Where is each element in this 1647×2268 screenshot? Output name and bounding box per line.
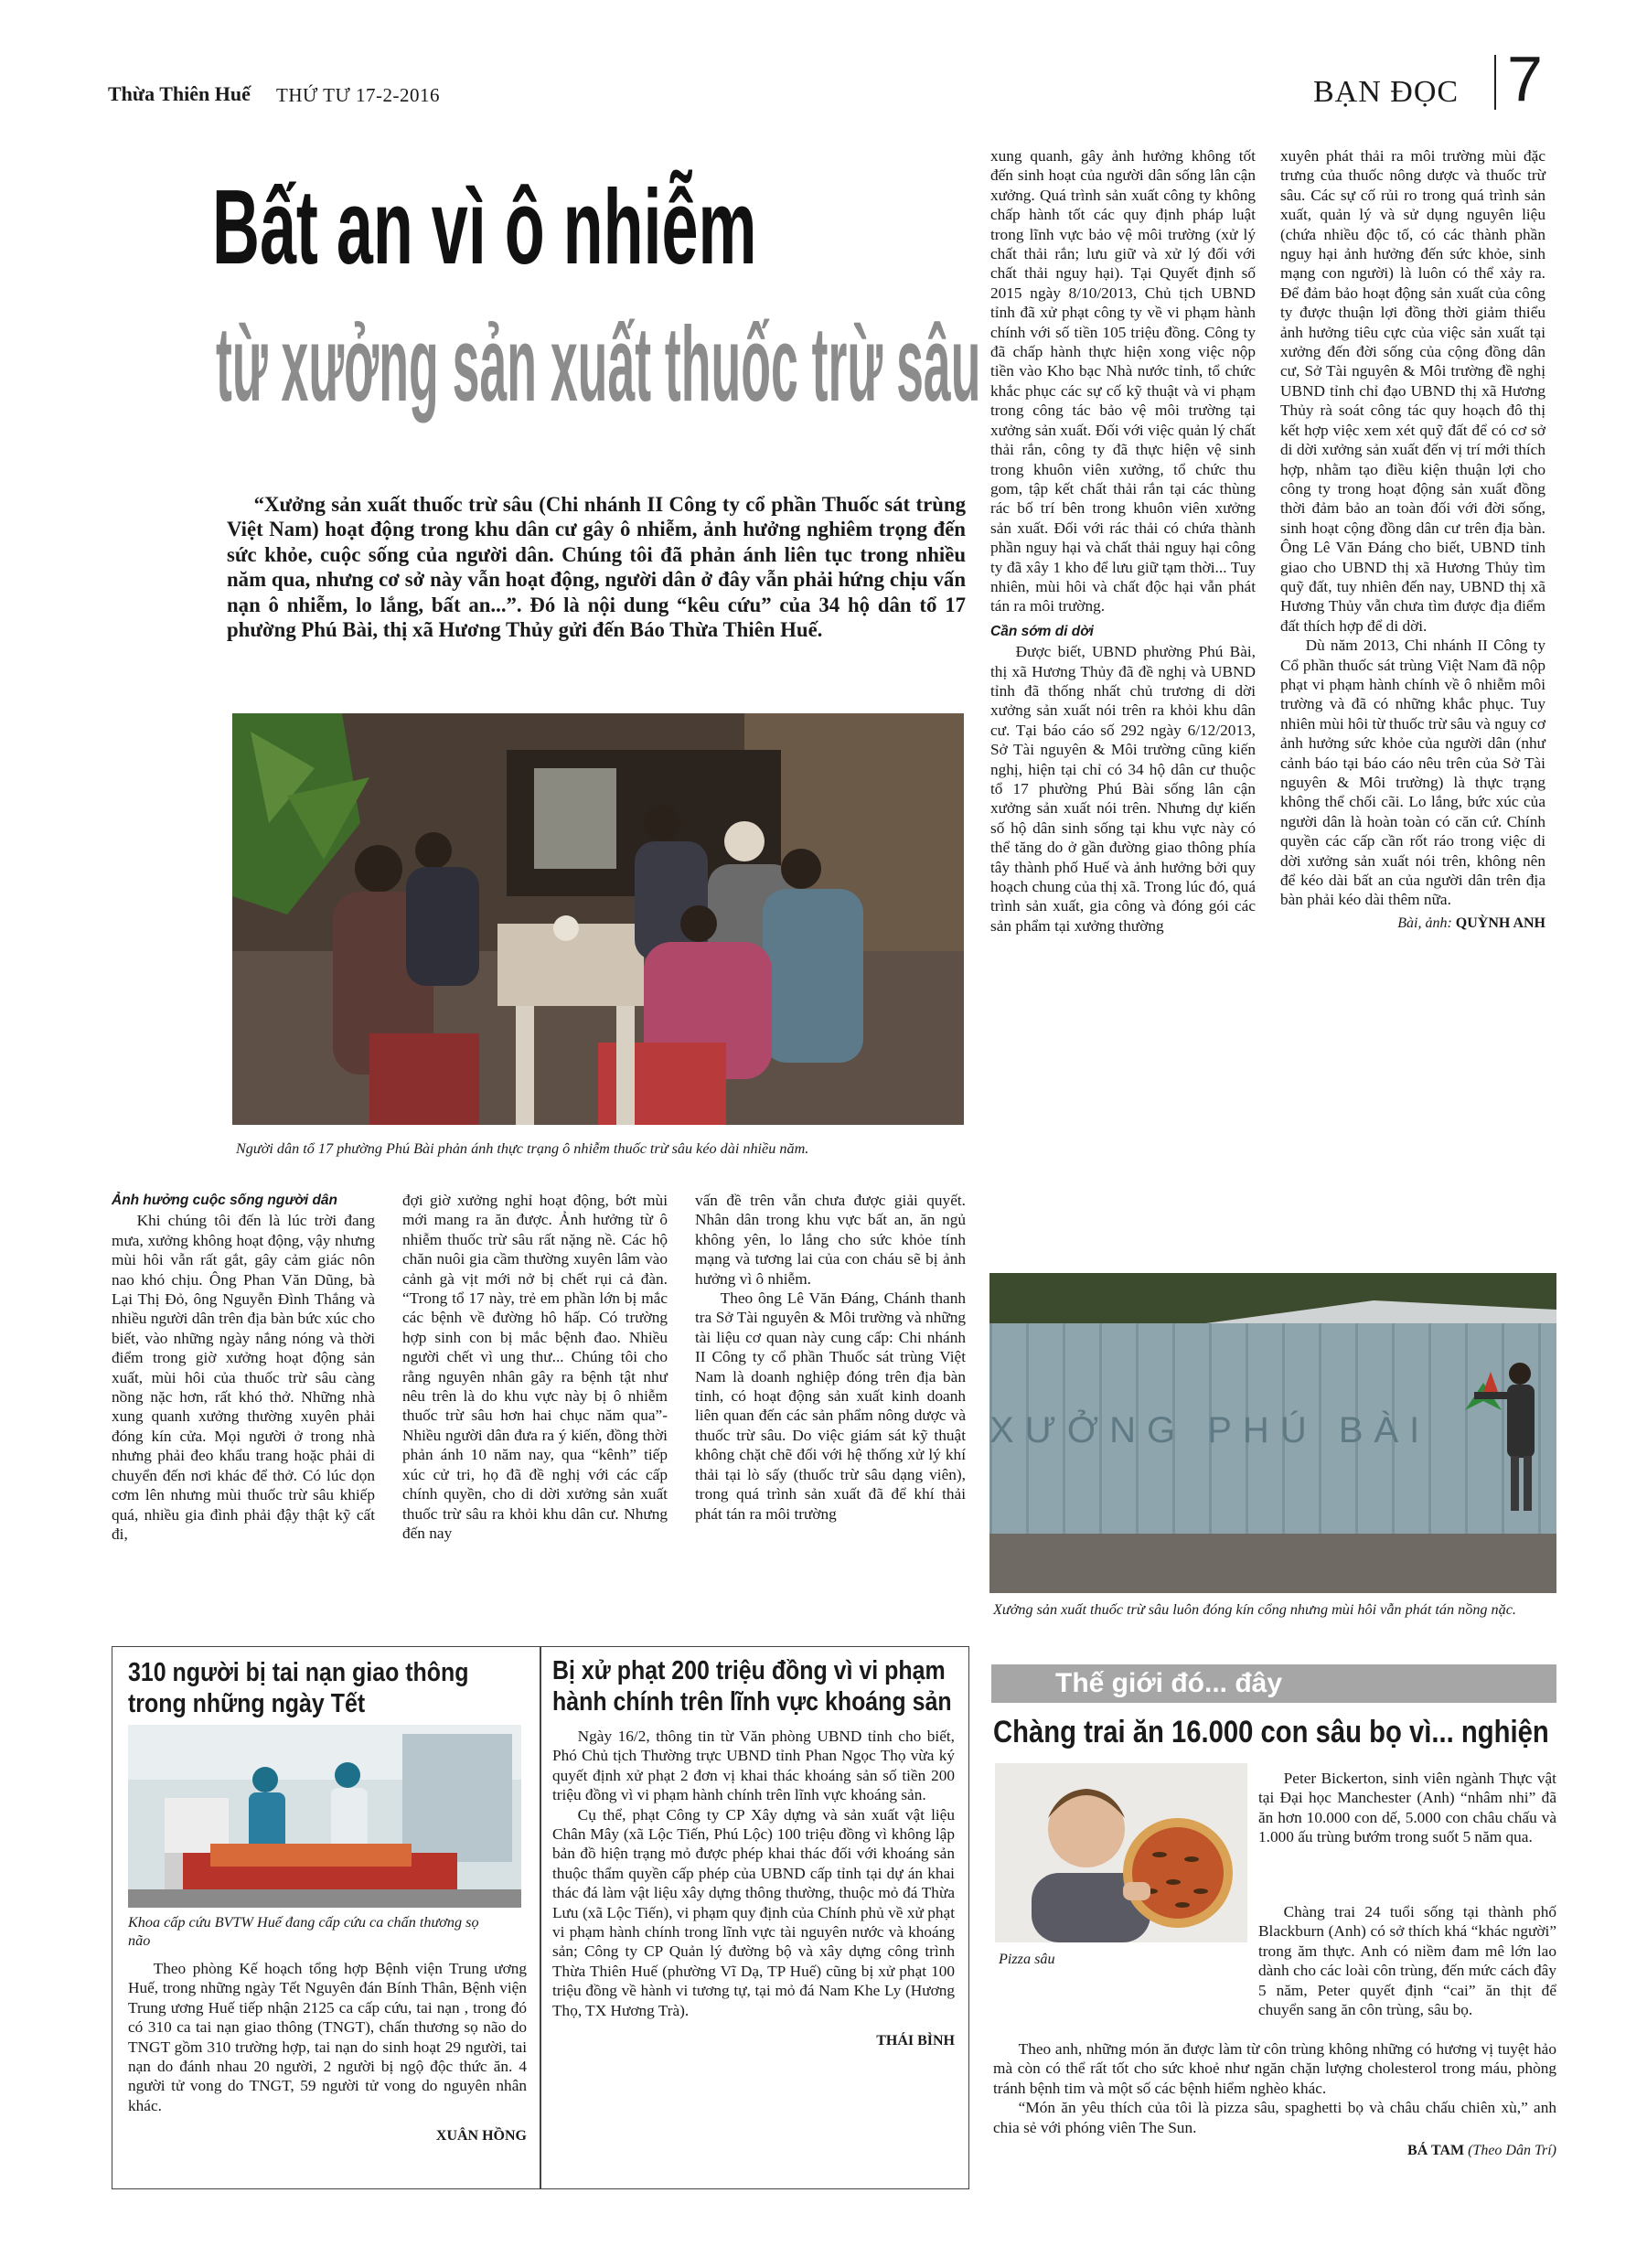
box3-body-p2 (993, 1902, 1556, 2019)
photo-residents-meeting (232, 713, 964, 1125)
box3-title: Chàng trai ăn 16.000 con sâu bọ vì... nghiện (993, 1715, 1549, 1749)
lead-paragraph: “Xưởng sản xuất thuốc trừ sâu (Chi nhánh II Công ty cổ phần Thuốc sát trùng Việt Nam) hoạt động trong khu dân cư gây ô nhiễm, ảnh hưởng nghiêm trọng đến sức khỏe, cuộc sống của người dân. Chúng tôi đã phản ánh liên tục trong nhiều năm qua, nhưng cơ sở này vẫn hoạt động, người dân ở đây vẫn phải hứng chịu vấn nạn ô nhiễm, lo lắng, bất an...”. Đó là nội dung “kêu cứu” của 34 hộ dân tổ 17 phường Phú Bài, thị xã Hương Thủy gửi đến Báo Thừa Thiên Huế. (227, 493, 966, 642)
paragraph: xung quanh, gây ảnh hưởng không tốt đến sinh hoạt của người dân sống lân cận xưởng. Quá trình sản xuất công ty không chấp hành tốt các quy định pháp luật trong lĩnh vực bảo vệ môi trường (xử lý chất thải rắn; lưu giữ và xử lý đối với chất thải nguy hại). Tại Quyết định số 2015 ngày 8/10/2013, Chủ tịch UBND tỉnh đã xử phạt công ty về vi phạm hành chính với số tiền 105 triệu đồng. Công ty đã chấp hành thực hiện xong việc nộp tiền vào Kho bạc Nhà nước tỉnh, tổ chức khắc phục các sự cố kỹ thuật và vi phạm trong công tác bảo vệ môi trường tại xưởng sản xuất. Đối với việc quản lý chất thải rắn, công ty đã thực hiện vệ sinh trong khuôn viên xưởng, tổ chức thu gom, tập kết chất thải rắn tại các thùng rác bố trí bên trong khuôn viên xưởng sản xuất. Đối với rác thải có chứa thành phần nguy hại và chất thải nguy hại công ty đã xây 1 kho để lưu giữ tạm thời... Tuy nhiên, mùi hôi và chất độc hại vẫn phát tán ra môi trường. (990, 147, 1256, 615)
gate-sign-text: XƯỞNG PHÚ BÀI (989, 1410, 1431, 1450)
headline-line2: từ xưởng sản xuất thuốc trừ sâu (216, 305, 981, 423)
paragraph: Cụ thể, phạt Công ty CP Xây dựng và sản xuất vật liệu Chân Mây (xã Lộc Tiến, Phú Lộc) 100 triệu đồng vì không lập bản đồ hiện trạng mỏ được phép khai thác đối với khoáng sản thuộc thẩm quyền cấp phép của UBND cấp tỉnh tại dự án khai thác đá làm vật liệu xây dựng thông thường, thuộc mỏ đá Thừa Lưu (xã Lộc Tiến), vi phạm quy định của Chính phủ về xử phạt vi phạm hành chính trong lĩnh vực tài nguyên nước và khoáng sản; Công ty CP Quản lý đường bộ và xây dựng công trình Thừa Thiên Huế (phường Vĩ Dạ, TP Huế) cũng bị xử phạt 100 triệu đồng về hành vi tương tự, tại mỏ đá Nam Khe Ly (Hương Thọ, TX Hương Trà). (552, 1805, 955, 2019)
article-column-5 (1280, 146, 1545, 933)
hospital-scene (128, 1725, 521, 1908)
photo-factory-gate (989, 1273, 1556, 1593)
paragraph: Dù năm 2013, Chi nhánh II Công ty Cổ phần thuốc sát trùng Việt Nam đã nộp phạt vi phạm hành chính về ô nhiễm môi trường và đã có những khắc phục. Tuy nhiên mùi hôi từ thuốc trừ sâu và nguy cơ ảnh hưởng sức khỏe của người dân (như cảnh báo tại báo cáo nêu trên của Sở Tài nguyên & Môi trường) là thực trạng không thể chối cãi. Lo lắng, bức xúc của người dân là hoàn toàn có căn cứ. Chính quyền các cấp cần rốt ráo trong việc di dời xưởng sản xuất nói trên, không nên để kéo dài bất an của người dân trên địa bàn phải kéo dài thêm nữa. (1280, 637, 1545, 909)
article-column-1 (112, 1189, 375, 1544)
box3-body-wide (993, 2039, 1556, 2160)
article-column-2 (402, 1191, 668, 1543)
paragraph: xuyên phát thải ra môi trường mùi đặc trưng của thuốc nông dược và thuốc trừ sâu. Các sự cố rủi ro trong quá trình sản xuất, quản lý và sử dụng nguyên liệu (chứa nhiều độc tố, có các thành phần nguy hại ảnh hưởng đến sức khỏe, sinh mạng con người) là luôn có thể xảy ra. Để đảm bảo hoạt động sản xuất của công ty được thuận lợi đồng thời giảm thiểu ảnh hưởng tiêu cực của việc sản xuất tại xưởng đến đời sống của cộng đồng dân cư, Sở Tài nguyên & Môi trường đề nghị UBND tỉnh chỉ đạo UBND thị xã Hương Thủy rà soát công tác quy hoạch đô thị kết hợp việc xem xét quỹ đất để có cơ sở di dời xưởng sản xuất đến vị trí mới thích hợp, nhằm tạo điều kiện thuận lợi cho công ty trong hoạt động sản xuất đồng thời đảm bảo an toàn đối với đời sống, sinh hoạt cộng đồng dân cư trên địa bàn. Ông Lê Văn Đáng cho biết, UBND tỉnh giao cho UBND thị xã Hương Thủy tìm quỹ đất, tuy nhiên đến nay, UBND thị xã Hương Thủy vẫn chưa tìm được địa điểm đất thích hợp để di dời. (1280, 147, 1545, 635)
paragraph: vấn đề trên vẫn chưa được giải quyết. Nhân dân trong khu vực bất an, ăn ngủ không yên, lo lắng cho sức khỏe tính mạng và tương lai của con cháu sẽ bị ảnh hưởng vì ô nhiễm. (695, 1192, 966, 1288)
box1-title: 310 người bị tai nạn giao thông trong những ngày Tết (128, 1658, 469, 1718)
box3-byline-source: (Theo Dân Trí) (1468, 2143, 1556, 2159)
paragraph: Peter Bickerton, sinh viên ngành Thực vật tại Đại học Manchester (Anh) “nhâm nhi” đã ăn hơn 10.000 con dế, 5.000 con châu chấu và 1.000 ấu trùng bướm trong suốt 5 năm qua. (1258, 1770, 1556, 1846)
box1-caption: Khoa cấp cứu BVTW Huế đang cấp cứu ca chấn thương sọ não (128, 1914, 479, 1949)
news-box-mining (552, 1655, 955, 2049)
box2-byline-author: THÁI BÌNH (876, 2033, 955, 2049)
page-number: 7 (1507, 43, 1543, 114)
article-column-3 (695, 1191, 966, 1524)
photo1-caption: Người dân tổ 17 phường Phú Bài phản ánh thực trạng ô nhiễm thuốc trừ sâu kéo dài nhiều năm. (236, 1140, 809, 1157)
world-news-banner (991, 1664, 1556, 1703)
paragraph: “Món ăn yêu thích của tôi là pizza sâu, spaghetti bọ và châu chấu chiên xù,” anh chia sẻ với phóng viên The Sun. (993, 2099, 1556, 2136)
newspaper-name: Thừa Thiên Huế (108, 82, 251, 105)
photo-emergency-room (128, 1725, 521, 1908)
box3-photo-caption: Pizza sâu (999, 1951, 1055, 1967)
box3-body-narrow (1258, 1769, 1556, 1847)
box2-byline (552, 2033, 955, 2049)
paragraph: đợi giờ xưởng nghỉ hoạt động, bớt mùi mới mang ra ăn được. Ảnh hưởng từ ô nhiễm thuốc trừ sâu rất nặng nề. Các hộ chăn nuôi gia cầm thường xuyên lâm vào cảnh gà vịt mới nở bị chết rụi cả đàn. “Trong tổ 17 này, trẻ em phần lớn bị mắc các bệnh về đường hô hấp. Có trường hợp sinh con bị mắc bệnh đao. Nhiều người chết vì ung thư... Chúng tôi cho rằng nguyên nhân gây ra bệnh tật như nêu trên là do khu vực này bị ô nhiễm thuốc trừ sâu hơn hai chục năm qua”- Nhiều người dân đưa ra ý kiến, đồng thời phản ánh 10 năm nay, qua “kênh” tiếp xúc cử tri, họ đã đề nghị với các cấp chính quyền, cho di dời xưởng sản xuất thuốc trừ sâu ra khỏi khu dân cư. Nhưng đến nay (402, 1192, 668, 1542)
subhead-impact: Ảnh hưởng cuộc sống người dân (112, 1193, 338, 1208)
box1-byline-author: XUÂN HỒNG (435, 2128, 527, 2145)
paragraph: Theo phòng Kế hoạch tổng hợp Bệnh viện Trung ương Huế, trong những ngày Tết Nguyên đán Bính Thân, Bệnh viện Trung ương Huế tiếp nhận 2125 ca cấp cứu, tai nạn , trong đó có 310 ca tai nạn giao thông (TNGT), chấn thương sọ não do TNGT gồm 310 trường hợp, tai nạn do sinh hoạt 29 người, tai nạn do đánh nhau 20 người, 2 người bị ngộ độc thức ăn. 4 người tử vong do TNGT, 59 người tử vong do nguyên nhân khác. (128, 1960, 527, 2114)
meeting-scene (232, 713, 964, 1125)
paragraph: Ngày 16/2, thông tin từ Văn phòng UBND tỉnh cho biết, Phó Chủ tịch Thường trực UBND tỉnh Phan Ngọc Thọ vừa ký quyết định xử phạt 2 đơn vị khai thác khoáng sản số tiền 200 triệu đồng vì vi phạm hành chính trên lĩnh vực khoáng sản. (552, 1728, 955, 1804)
box-divider (540, 1646, 541, 2189)
box3-byline-author: BÁ TAM (1407, 2143, 1465, 2159)
paragraph: Theo ông Lê Văn Đáng, Chánh thanh tra Sở Tài nguyên & Môi trường và những tài liệu cơ quan này cung cấp: Chi nhánh II Công ty cổ phần Thuốc sát trùng Việt Nam là doanh nghiệp đóng trên địa bàn tỉnh, có hoạt động sản xuất kinh doanh liên quan đến các sản phẩm nông dược và thuốc trừ sâu. Do việc giám sát kỹ thuật không chặt chẽ đối với hệ thống xử lý khí thải tại lò sấy (thuốc trừ sâu dạng viên), trong quá trình sản xuất đã để khí thải phát tán ra môi trường (695, 1289, 966, 1523)
byline-prefix: Bài, ảnh: (1397, 915, 1452, 931)
section-name: BẠN ĐỌC (1313, 75, 1460, 109)
box1-body (128, 1959, 527, 2115)
paragraph: Chàng trai 24 tuổi sống tại thành phố Blackburn (Anh) có sở thích khá “khác người” trong ăm thực. Anh có niềm đam mê lớn lao dành cho các loài côn trùng, đến mức cách đây 5 năm, Peter quyết định “cai” ăn thịt để chuyển sang ăn côn trùng, sâu bọ. (1258, 1903, 1556, 2019)
article-byline (1280, 914, 1545, 933)
paragraph: Khi chúng tôi đến là lúc trời đang mưa, xưởng không hoạt động, vậy nhưng mùi hôi vẫn rất gắt, gây cảm giác nôn nao khó chịu. Ông Phan Văn Dũng, bà Lại Thị Đỏ, ông Nguyễn Đình Thắng và nhiều người dân trên địa bàn bức xúc cho biết, vào những ngày nắng nóng và thời điểm trong giờ xưởng hoạt động sản xuất, mùi hôi của thuốc trừ sâu càng nồng nặc hơn, rất khó thở. Những nhà xung quanh xưởng thường xuyên phải đóng kín cửa. Mọi người ở trong nhà nhưng phải đeo khẩu trang hoặc phải di chuyển đến nơi khác để thở. Có lúc dọn cơm lên nhưng mùi thuốc trừ sâu khiếp quá, nhiều gia đình phải đậy thật kỹ cất đi, (112, 1212, 375, 1543)
box3-byline (993, 2141, 1556, 2160)
news-box-traffic (128, 1657, 530, 2145)
article-column-4 (990, 146, 1256, 936)
subhead-relocate: Cần sớm di dời (990, 623, 1094, 639)
paragraph: Được biết, UBND phường Phú Bài, thị xã Hương Thủy đã đề nghị và UBND tỉnh đã thống nhất chủ trương di dời xưởng sản xuất nói trên ra khỏi khu dân cư. Tại báo cáo số 292 ngày 6/12/2013, Sở Tài nguyên & Môi trường cũng kiến nghị, hiện tại chỉ có 34 hộ dân cư thuộc tổ 17 phường Phú Bài sống lân cận xưởng sản xuất nói trên. Nhưng dự kiến số hộ dân sinh sống tại khu vực này có thể tăng do ở gần đường giao thông phía tây thành phố Huế và ảnh hưởng bởi quy hoạch chung của thị xã. Trong lúc đó, quá trình sản xuất, gia công và đóng gói các sản phẩm tại xưởng thường (990, 643, 1256, 935)
issue-date: THỨ TƯ 17-2-2016 (276, 84, 441, 106)
page-header (0, 0, 1647, 119)
header-divider (1494, 55, 1496, 110)
byline-author: QUỲNH ANH (1455, 915, 1545, 931)
paragraph: Theo anh, những món ăn được làm từ côn trùng không những có hương vị tuyệt hảo mà còn có thể rất tốt cho sức khoẻ như ngăn chặn lượng cholesterol trong máu, phòng tránh bệnh tim và một số các bệnh hiểm nghèo khác. (993, 2040, 1556, 2097)
banner-label: Thế giới đó... đây (1055, 1668, 1283, 1698)
photo2-caption: Xưởng sản xuất thuốc trừ sâu luôn đóng kín cổng nhưng mùi hôi vẫn phát tán nồng nặc. (993, 1601, 1516, 1618)
box2-body (552, 1727, 955, 2020)
box1-byline (128, 2128, 527, 2145)
box2-title: Bị xử phạt 200 triệu đồng vì vi phạm hành chính trên lĩnh vực khoáng sản (552, 1656, 952, 1717)
headline-line1: Bất an vì ô nhiễm (212, 167, 757, 286)
